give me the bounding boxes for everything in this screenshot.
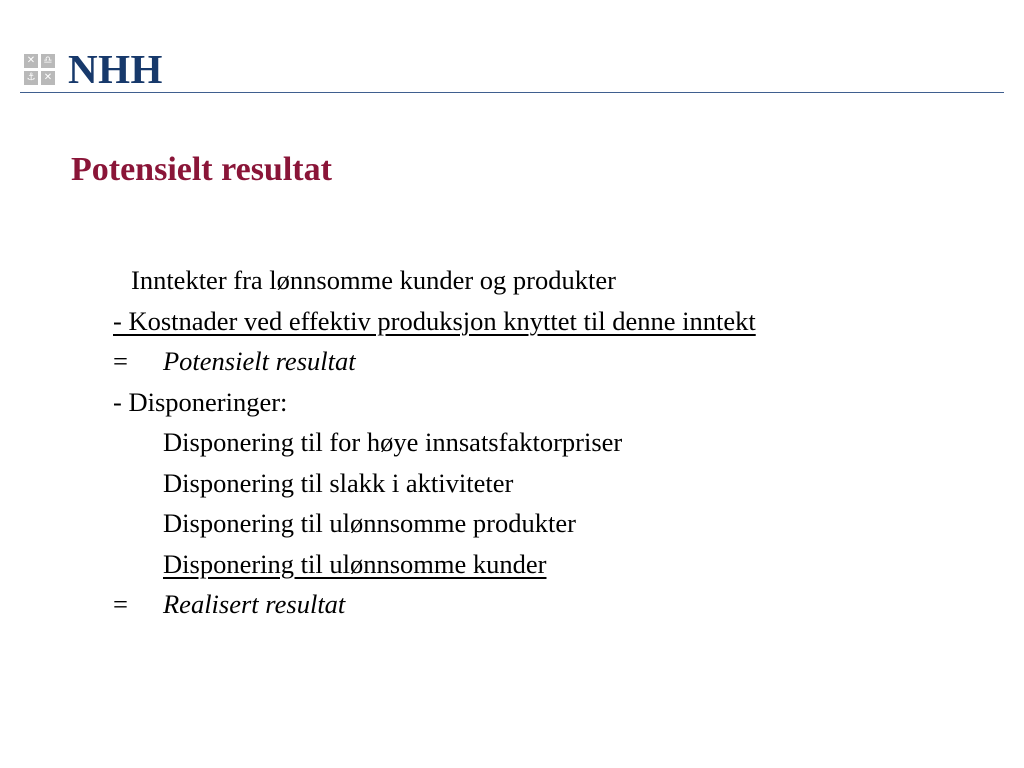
realized-result-text: Realisert resultat (163, 589, 346, 619)
revenue-text: Inntekter fra lønnsomme kunder og produkter (131, 265, 616, 295)
disposition-item (113, 463, 756, 504)
scales-icon: ♎ (41, 54, 55, 68)
disposition-item (113, 503, 756, 544)
logo-emblem (24, 54, 55, 85)
disposition-input-prices: Disponering til for høye innsatsfaktorpriser (163, 427, 623, 457)
nhh-logo (24, 46, 163, 92)
disposition-unprofitable-customers: Disponering til ulønnsomme kunder (163, 548, 547, 579)
slide-body (113, 260, 756, 625)
realized-result-line (113, 584, 756, 625)
cost-line (113, 301, 756, 342)
disposition-unprofitable-products: Disponering til ulønnsomme produkter (163, 508, 576, 538)
equals-sign: = (113, 589, 128, 619)
disposition-item (113, 544, 756, 585)
revenue-line (113, 260, 756, 301)
cost-text: - Kostnader ved effektiv produksjon knyttet til denne inntekt (113, 305, 756, 336)
crossed-hammers-icon: ✕ (41, 71, 55, 85)
logo-text: NHH (68, 46, 163, 92)
dispositions-text: - Disponeringer: (113, 386, 288, 417)
header-divider (20, 92, 1004, 93)
slide-title: Potensielt resultat (71, 151, 332, 188)
disposition-unprofitable-customers-underline (113, 549, 546, 579)
potential-result-line (113, 341, 756, 382)
disposition-item (113, 422, 756, 463)
anchor-icon: ⚓ (24, 71, 38, 85)
potential-result-text: Potensielt resultat (163, 346, 356, 376)
equals-sign: = (113, 346, 128, 376)
crossed-tools-icon: ✕ (24, 54, 38, 68)
disposition-slack: Disponering til slakk i aktiviteter (163, 467, 514, 498)
dispositions-line (113, 382, 756, 423)
